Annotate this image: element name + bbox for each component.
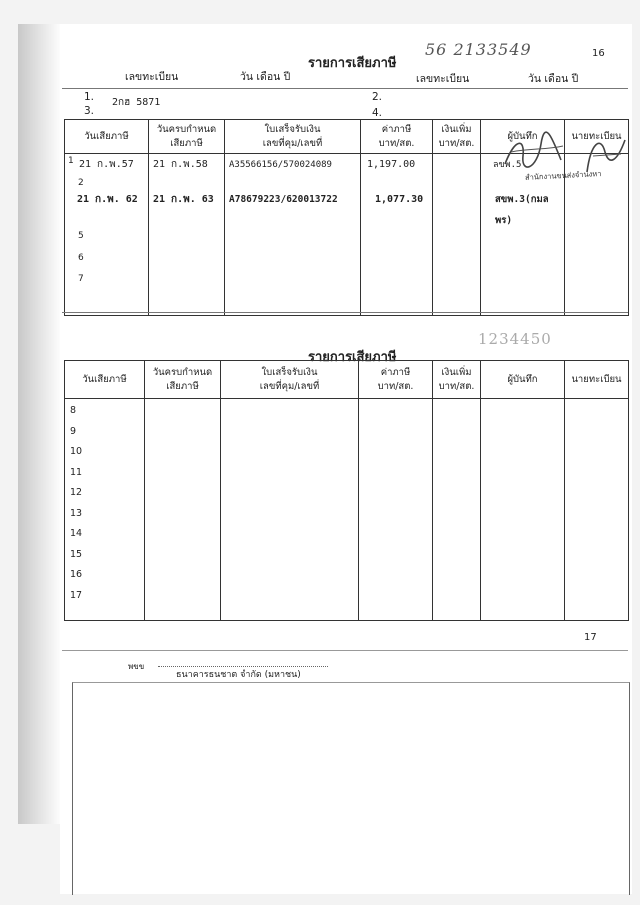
col-tax-date — [65, 154, 149, 316]
row-number-8: 8 — [70, 405, 77, 416]
col-registrar-bottom — [565, 399, 629, 621]
row-number-9: 9 — [70, 425, 77, 437]
row-number-13: 13 — [70, 507, 83, 519]
row-number-5: 5 — [78, 231, 84, 241]
row-number-15: 15 — [70, 548, 83, 560]
header-tax-date: วันเสียภาษี — [65, 120, 149, 154]
bottom-divider — [62, 650, 628, 651]
row-number-6: 6 — [78, 253, 84, 263]
page-number-top: 16 — [592, 48, 605, 59]
header-divider — [62, 88, 628, 89]
entry-1-due-date: 21 ก.พ.58 — [153, 159, 208, 170]
handwritten-number: 56 2133549 — [425, 40, 532, 59]
header-extra-bottom: เงินเพิ่ม บาท/สต. — [433, 361, 481, 399]
office-stamp: สำนักงานขนส่งจำนงหา — [524, 169, 602, 182]
reg-row-4-number: 4. — [372, 107, 383, 119]
row-number-17: 17 — [70, 589, 83, 601]
header-tax-date-bottom: วันเสียภาษี — [65, 361, 145, 399]
entry-1-receipt: A35566156/570024089 — [229, 160, 332, 170]
header-recorder: ผู้บันทึก — [481, 120, 565, 154]
col-due-date — [149, 154, 225, 316]
row-number-10: 10 — [70, 446, 83, 457]
date-label-left: วัน เดือน ปี — [240, 71, 291, 83]
row-number-14: 14 — [70, 528, 83, 539]
header-receipt-bottom: ใบเสร็จรับเงิน เลขที่คุม/เลขที่ — [221, 361, 359, 399]
page-title: รายการเสียภาษี — [308, 56, 397, 71]
header-registrar: นายทะเบียน — [565, 120, 629, 154]
header-tax-bottom: ค่าภาษี บาท/สต. — [359, 361, 433, 399]
col-due-date-bottom — [145, 399, 221, 621]
col-registrar — [524, 154, 629, 316]
page-number-bottom: 17 — [584, 632, 597, 643]
bank-name: ธนาคารธนชาต จำกัด (มหาชน) — [176, 670, 301, 680]
header-receipt: ใบเสร็จรับเงิน เลขที่คุม/เลขที่ — [225, 120, 361, 154]
entry-2-receipt: A78679223/620013722 — [229, 194, 338, 205]
back-page-outline — [72, 682, 630, 895]
row-number-1: 1 — [68, 156, 74, 166]
registration-label-right: เลขทะเบียน — [416, 73, 470, 85]
reg-row-2-number: 2. — [372, 91, 383, 103]
entry-2-due-date: 21 ก.พ. 63 — [153, 194, 214, 205]
col-extra — [433, 154, 481, 316]
entry-1-tax: 1,197.00 — [367, 159, 416, 170]
header-registrar-bottom: นายทะเบียน — [565, 361, 629, 399]
reg-row-3-number: 3. — [84, 105, 95, 117]
table-body-bottom — [65, 399, 629, 621]
row-number-16: 16 — [70, 569, 83, 580]
table-header-row-bottom — [65, 361, 629, 399]
scan-shadow-strip — [18, 24, 62, 824]
signature-icon — [501, 134, 571, 174]
entry-1-recorder: ลขพ.5 — [493, 160, 522, 170]
section-title-bottom: รายการเสียภาษี — [308, 350, 397, 365]
row-number-12: 12 — [70, 487, 83, 498]
entry-2-tax: 1,077.30 — [375, 194, 424, 205]
registration-label-left: เลขทะเบียน — [125, 71, 179, 83]
reg-row-1-number: 1. — [84, 91, 95, 103]
col-tax — [361, 154, 433, 316]
row-numbers-bottom — [65, 399, 145, 621]
tax-table-bottom — [64, 360, 629, 621]
row-number-11: 11 — [70, 466, 83, 478]
col-receipt-bottom — [221, 399, 359, 621]
footer-label: พขข — [128, 662, 145, 671]
date-label-right: วัน เดือน ปี — [528, 73, 579, 85]
col-tax-bottom — [359, 399, 433, 621]
header-due-date: วันครบกำหนด เสียภาษี — [149, 120, 225, 154]
header-extra: เงินเพิ่ม บาท/สต. — [433, 120, 481, 154]
faded-number: 1234450 — [478, 330, 552, 348]
entry-1-tax-date: 21 ก.พ.57 — [79, 159, 134, 170]
reg-row-1-value: 2กฮ 5871 — [112, 97, 161, 108]
row-number-7: 7 — [78, 274, 84, 284]
table-body-top — [65, 154, 629, 316]
row-number-2: 2 — [78, 178, 84, 188]
entry-2-recorder: สขพ.3(กมลพร) — [495, 194, 549, 226]
tax-table-top — [64, 119, 629, 316]
page-break-line — [62, 312, 628, 313]
col-extra-bottom — [433, 399, 481, 621]
header-recorder-bottom: ผู้บันทึก — [481, 361, 565, 399]
col-receipt — [225, 154, 361, 316]
header-tax: ค่าภาษี บาท/สต. — [361, 120, 433, 154]
header-due-date-bottom: วันครบกำหนด เสียภาษี — [145, 361, 221, 399]
col-recorder-bottom — [481, 399, 565, 621]
entry-2-tax-date: 21 ก.พ. 62 — [77, 194, 138, 205]
